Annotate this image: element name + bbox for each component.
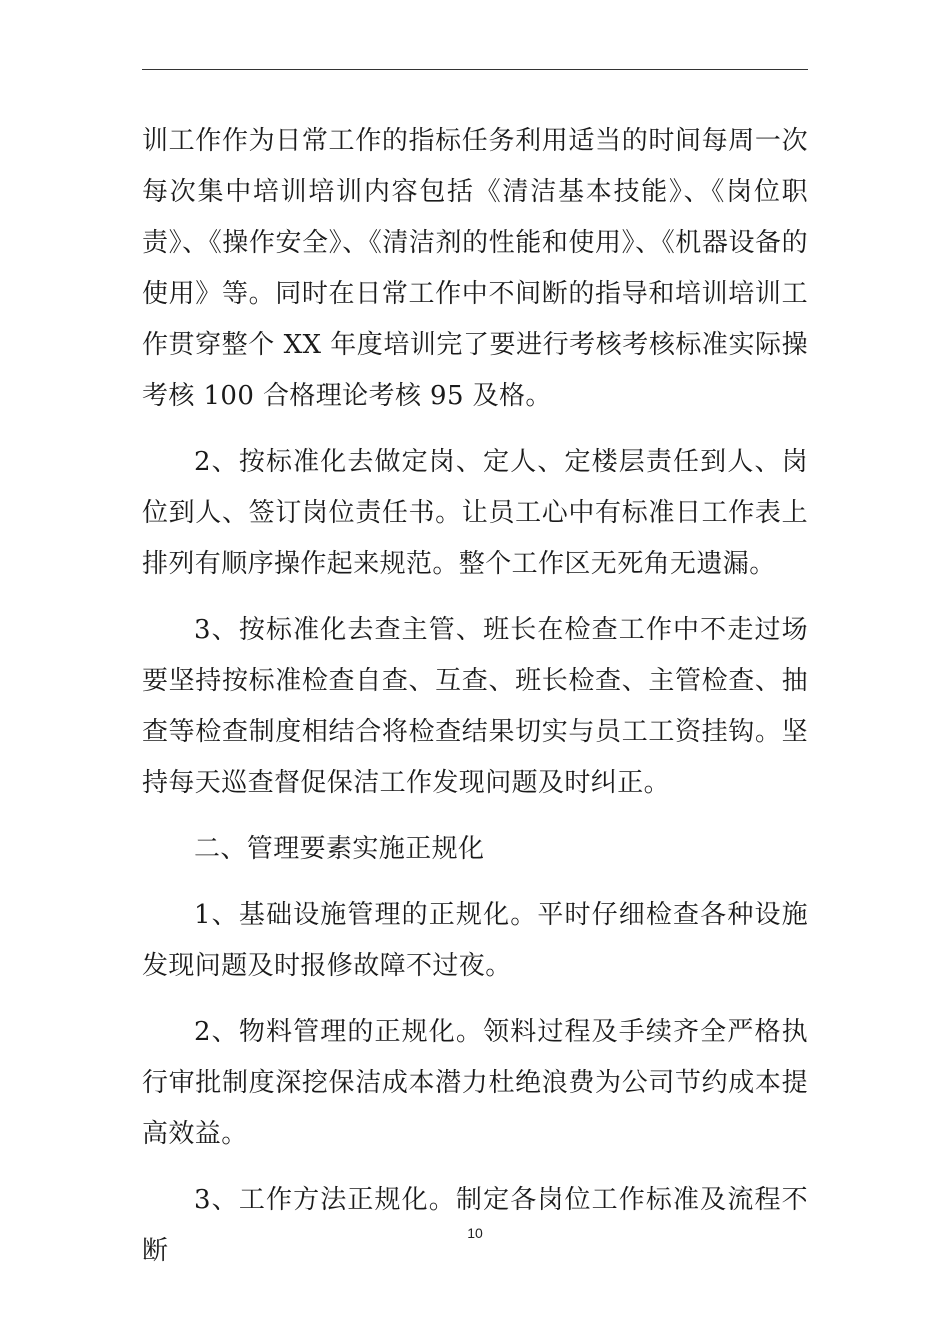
paragraph-standard-3: 3、按标准化去查主管、班长在检查工作中不走过场要坚持按标准检查自查、互查、班长检查、主管检查、抽查等检查制度相结合将检查结果切实与员工工资挂钩。坚持每天巡查督促保洁工作发现问题及时纠正。 — [142, 615, 808, 798]
paragraph-standard-2: 2、按标准化去做定岗、定人、定楼层责任到人、岗位到人、签订岗位责任书。让员工心中有标准日工作表上排列有顺序操作起来规范。整个工作区无死角无遗漏。 — [142, 447, 808, 579]
paragraph-training-continued: 训工作作为日常工作的指标任务利用适当的时间每周一次每次集中培训培训内容包括《清洁基本技能》、《岗位职责》、《操作安全》、《清洁剂的性能和使用》、《机器设备的使用》等。同时在日常工作中不间断的指导和培训培训工作贯穿整个 XX 年度培训完了要进行考核考核标准实际操考核 100 合格理论考核 95 及格。 — [142, 126, 808, 411]
paragraph-regular-1: 1、基础设施管理的正规化。平时仔细检查各种设施发现问题及时报修故障不过夜。 — [142, 900, 808, 981]
paragraph-regular-2: 2、物料管理的正规化。领料过程及手续齐全严格执行审批制度深挖保洁成本潜力杜绝浪费为公司节约成本提高效益。 — [142, 1017, 808, 1149]
header-rule — [142, 69, 808, 70]
paragraph-regular-3: 3、工作方法正规化。制定各岗位工作标准及流程不断 — [142, 1185, 808, 1266]
body-text — [142, 116, 808, 1292]
page-number: 10 — [467, 1225, 483, 1241]
section-heading-management: 二、管理要素实施正规化 — [194, 834, 485, 864]
